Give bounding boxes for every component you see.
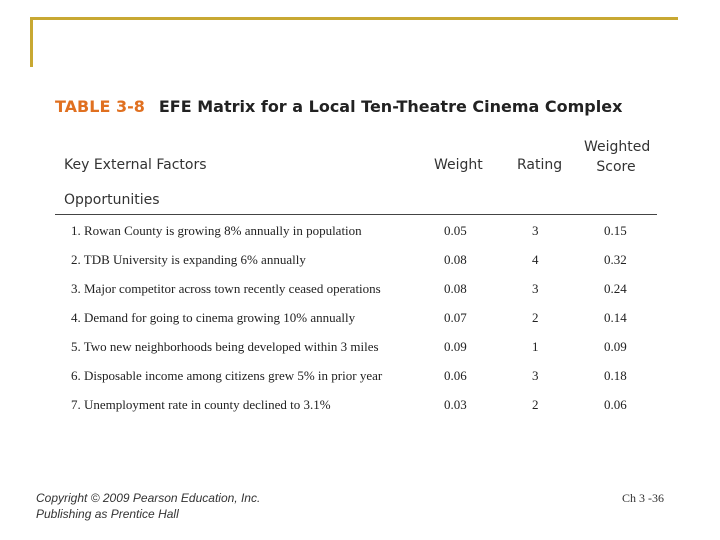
table-row: [0, 308, 720, 337]
header-divider: [55, 214, 657, 215]
table-title-text: EFE Matrix for a Local Ten-Theatre Cinema Complex: [158, 97, 623, 116]
score-cell: 0.09: [604, 339, 627, 354]
factor-cell: 5. Two new neighborhoods being developed within 3 miles: [71, 339, 379, 354]
factor-cell: 2. TDB University is expanding 6% annually: [71, 252, 306, 267]
rating-cell: 2: [532, 397, 539, 412]
weight-cell: 0.09: [444, 339, 467, 354]
weight-cell: 0.03: [444, 397, 467, 412]
footer-copyright: [36, 490, 260, 522]
score-cell: 0.15: [604, 223, 627, 238]
rating-cell: 2: [532, 310, 539, 325]
rating-cell: 3: [532, 368, 539, 383]
weight-cell: 0.05: [444, 223, 467, 238]
header-weighted-score: [584, 137, 651, 177]
slide-frame-top-border: [30, 17, 678, 20]
score-cell: 0.14: [604, 310, 627, 325]
factor-cell: 4. Demand for going to cinema growing 10% annually: [71, 310, 356, 325]
weight-cell: 0.08: [444, 281, 467, 296]
page-number: Ch 3 -36: [622, 491, 664, 505]
copyright-text: Copyright © 2009 Pearson Education, Inc.: [36, 491, 261, 505]
section-opportunities: Opportunities: [64, 192, 160, 208]
rating-cell: 1: [532, 339, 539, 354]
table-row: [0, 395, 720, 424]
score-cell: 0.24: [604, 281, 627, 296]
header-rating: Rating: [517, 157, 563, 173]
table-row: [0, 221, 720, 250]
weight-cell: 0.06: [444, 368, 467, 383]
weight-cell: 0.07: [444, 310, 467, 325]
publisher-text: Publishing as Prentice Hall: [36, 507, 179, 521]
slide-frame-left-border: [30, 17, 33, 67]
factor-cell: 6. Disposable income among citizens grew 5% in prior year: [71, 368, 383, 383]
factor-cell: 3. Major competitor across town recently ceased operations: [71, 281, 381, 296]
score-cell: 0.18: [604, 368, 627, 383]
rating-cell: 3: [532, 281, 539, 296]
table-row: [0, 279, 720, 308]
table-row: [0, 250, 720, 279]
rating-cell: 3: [532, 223, 539, 238]
score-cell: 0.32: [604, 252, 627, 267]
score-cell: 0.06: [604, 397, 627, 412]
rating-cell: 4: [532, 252, 539, 267]
table-row: [0, 337, 720, 366]
table-number: TABLE 3-8: [55, 97, 145, 116]
table-title: [55, 97, 622, 116]
efe-table-body: [0, 221, 720, 424]
weight-cell: 0.08: [444, 252, 467, 267]
header-key-external-factors: Key External Factors: [64, 157, 207, 173]
header-weighted-line2: Score: [596, 159, 636, 175]
factor-cell: 1. Rowan County is growing 8% annually in population: [71, 223, 362, 238]
header-weight: Weight: [434, 157, 483, 173]
factor-cell: 7. Unemployment rate in county declined to 3.1%: [71, 397, 331, 412]
table-row: [0, 366, 720, 395]
header-weighted-line1: Weighted: [584, 139, 651, 155]
